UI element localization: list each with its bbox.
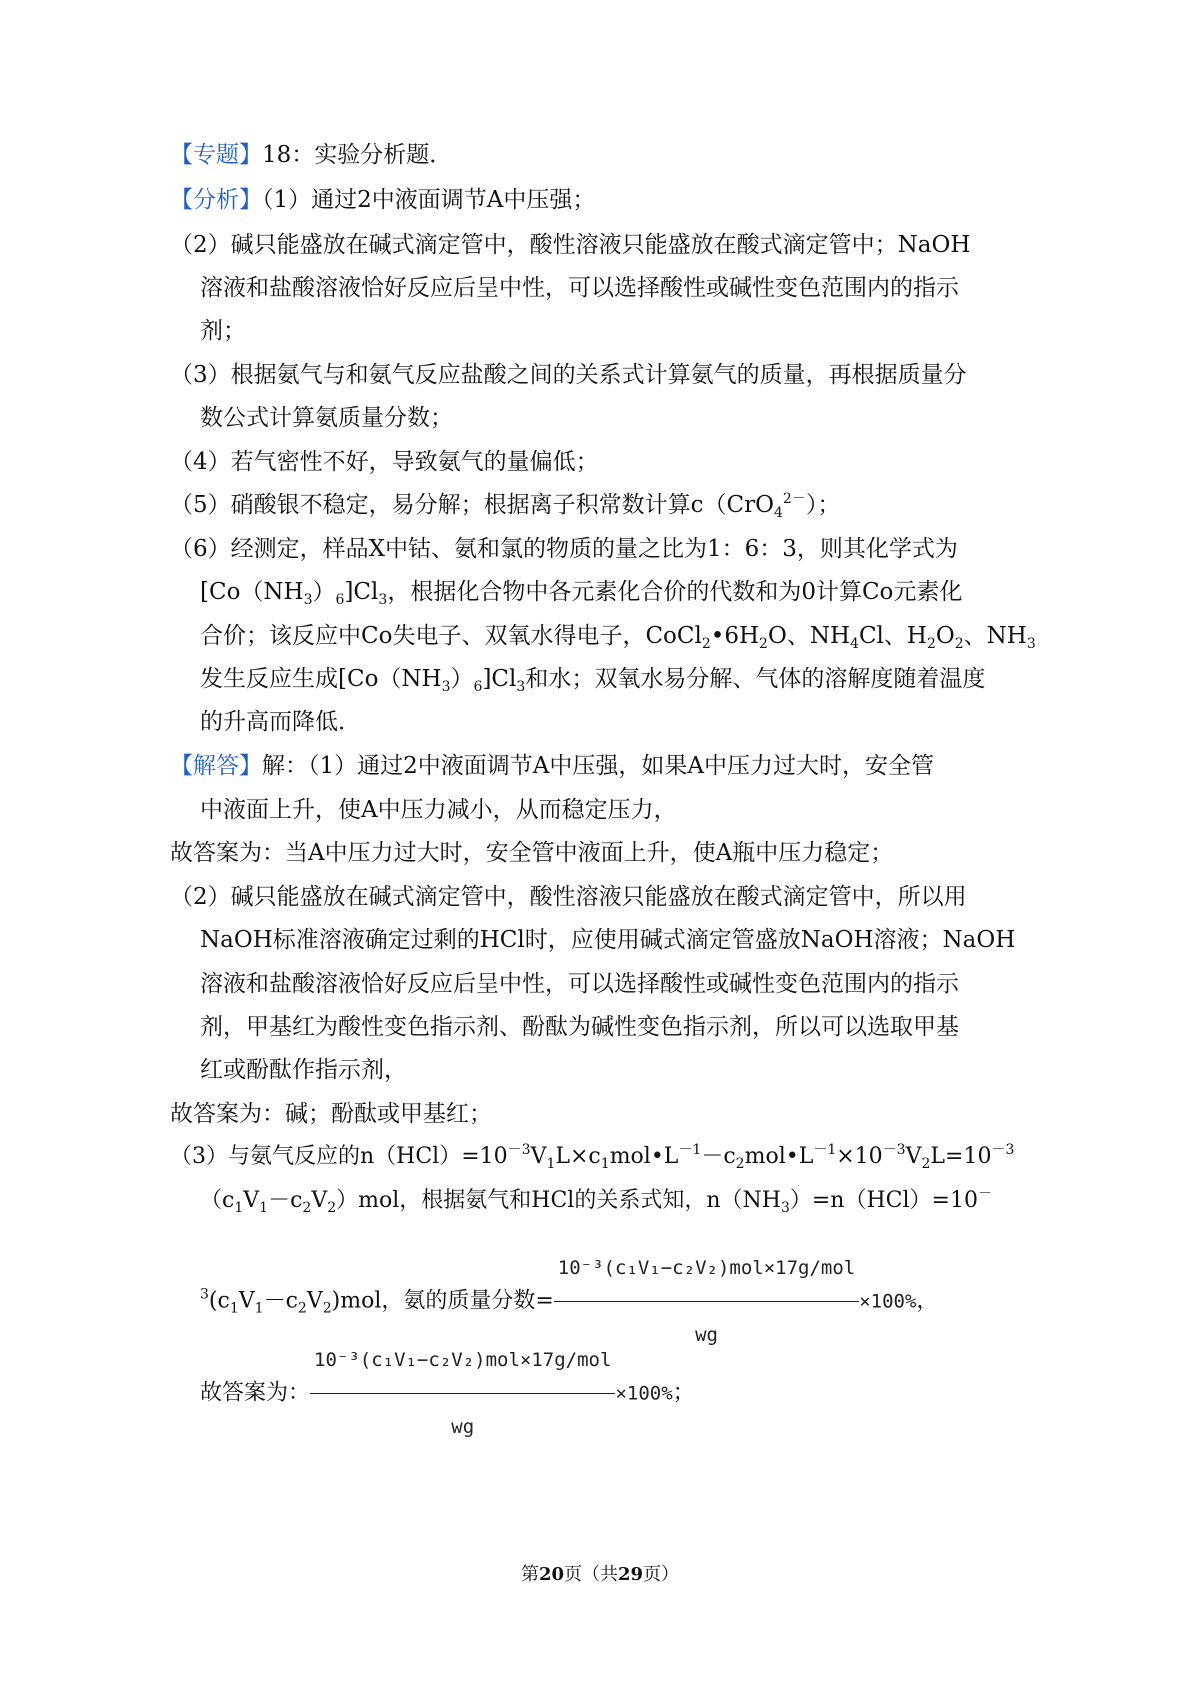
superscript: －	[977, 1186, 992, 1202]
text: 故答案为：碱；酚酞或甲基红；	[170, 1101, 492, 1127]
total-pages: 29	[618, 1564, 644, 1585]
superscript: －1	[678, 1142, 702, 1158]
text: 红或酚酞作指示剂，	[200, 1057, 407, 1083]
subscript: 2	[735, 1156, 745, 1172]
analysis-line-1	[170, 185, 595, 215]
subscript: 4	[773, 505, 783, 521]
text: （5）硝酸银不稳定，易分解；根据离子积常数计算c（CrO	[170, 492, 774, 518]
text: mol•L	[609, 1144, 679, 1169]
subscript: 1	[600, 1156, 610, 1172]
text: ）；	[805, 492, 841, 518]
answer-tag: 【解答】	[170, 753, 262, 779]
subscript: 3	[516, 679, 526, 695]
text: 故答案为：当A中压力过大时，安全管中液面上升，使A瓶中压力稳定；	[170, 840, 894, 866]
analysis-text: （1）通过2中液面调节A中压强；	[262, 187, 596, 213]
solution-item-2-line-3	[200, 969, 959, 999]
solution-item-2-line-1	[170, 882, 967, 912]
text: O、NH	[767, 623, 851, 649]
analysis-item-6-line-4	[200, 664, 985, 694]
analysis-item-6-line-3	[200, 621, 1036, 651]
formula-numerator: 10⁻³(c₁V₁−c₂V₂)mol×17g/mol	[554, 1238, 859, 1302]
text: ）=n（HCl）=10	[789, 1188, 978, 1213]
text: )mol，氨的质量分数=	[331, 1288, 554, 1314]
subscript: 3	[1026, 636, 1036, 652]
text: ；	[672, 1380, 695, 1406]
solution-answer-3	[200, 1330, 695, 1457]
text: 和水；双氧水易分解、气体的溶解度随着温度	[525, 666, 986, 692]
text: 中液面上升，使A中压力减小，从而稳定压力，	[200, 797, 677, 823]
analysis-item-3-line-1	[170, 360, 967, 390]
analysis-item-6-line-2	[200, 577, 962, 607]
text: mol•L	[744, 1144, 814, 1169]
text: ，	[916, 1288, 939, 1314]
text: 合价；该反应中Co失电子、双氧水得电子，CoCl	[200, 623, 702, 649]
text: 剂，甲基红为酸性变色指示剂、酚酞为碱性变色指示剂，所以可以选取甲基	[200, 1014, 959, 1040]
analysis-item-3-line-2	[200, 403, 453, 433]
text: ）mol，根据氨气和HCl的关系式知，n（NH	[336, 1188, 781, 1213]
subscript: 1	[546, 1156, 556, 1172]
subscript: 2	[327, 1200, 337, 1216]
superscript: －1	[813, 1142, 837, 1158]
subscript: 6	[473, 679, 483, 695]
text: V	[311, 1188, 328, 1213]
subscript: 2	[297, 1300, 307, 1317]
solution-item-2-line-5	[200, 1055, 407, 1085]
text: ]Cl	[344, 579, 379, 605]
text: （4）若气密性不好，导致氨气的量偏低；	[170, 449, 599, 475]
text: 溶液和盐酸溶液恰好反应后呈中性，可以选择酸性或碱性变色范围内的指示	[200, 971, 959, 997]
subscript: 1	[259, 1200, 269, 1216]
text: ，根据化合物中各元素化合价的代数和为0计算Co元素化	[387, 579, 963, 605]
text: •6H	[710, 623, 760, 649]
text: （2）碱只能盛放在碱式滴定管中，酸性溶液只能盛放在酸式滴定管中；NaOH	[170, 232, 971, 258]
text: NaOH标准溶液确定过剩的HCl时，应使用碱式滴定管盛放NaOH溶液；NaOH	[200, 927, 1016, 953]
subscript: 2	[954, 636, 964, 652]
text: L×c	[555, 1144, 601, 1169]
text: －c	[268, 1188, 303, 1213]
text: ×10	[836, 1144, 883, 1169]
topic-tag: 【专题】	[170, 142, 262, 168]
topic-line	[170, 140, 452, 170]
subscript: 2	[322, 1300, 332, 1317]
superscript: －3	[991, 1142, 1015, 1158]
text: 页（共	[564, 1564, 618, 1585]
text: L=10	[930, 1144, 992, 1169]
formula-percent: ×100%	[615, 1382, 673, 1405]
text: ]Cl	[482, 666, 517, 692]
text: 第	[520, 1564, 539, 1585]
formula-percent: ×100%	[859, 1290, 917, 1313]
subscript: 4	[850, 636, 859, 652]
analysis-item-2-line-3	[200, 316, 246, 346]
solution-line-2	[200, 795, 677, 825]
solution-answer-1	[170, 838, 893, 868]
subscript: 2	[926, 636, 936, 652]
text: V	[306, 1288, 323, 1314]
analysis-item-2-line-1	[170, 230, 970, 260]
topic-text: 18：实验分析题．	[262, 142, 453, 168]
subscript: 2	[302, 1200, 312, 1216]
text: (c	[208, 1288, 230, 1314]
text: V	[905, 1144, 922, 1169]
text: O	[935, 623, 955, 649]
text: ）	[450, 666, 474, 692]
analysis-item-5	[170, 490, 840, 520]
formula-numerator: 10⁻³(c₁V₁−c₂V₂)mol×17g/mol	[310, 1330, 615, 1394]
text: V	[530, 1144, 547, 1169]
page-footer	[0, 1560, 1200, 1586]
text: 页）	[643, 1564, 680, 1585]
analysis-tag: 【分析】	[170, 187, 262, 213]
subscript: 2	[759, 636, 768, 652]
text: 剂；	[200, 318, 246, 344]
text: Cl、H	[858, 623, 927, 649]
analysis-item-2-line-2	[200, 273, 959, 303]
subscript: 3	[441, 679, 451, 695]
subscript: 2	[701, 636, 711, 652]
text: 的升高而降低．	[200, 709, 361, 735]
analysis-item-4	[170, 447, 599, 477]
subscript: 1	[234, 1200, 244, 1216]
text: 、NH	[963, 623, 1027, 649]
text: [Co（NH	[200, 579, 304, 605]
subscript: 3	[378, 592, 388, 608]
text: V	[238, 1288, 255, 1314]
superscript: 3	[200, 1286, 209, 1303]
solution-item-2-line-2	[200, 925, 1015, 955]
text: V	[243, 1188, 260, 1213]
superscript: 2－	[782, 491, 806, 507]
subscript: 2	[921, 1156, 931, 1172]
superscript: －3	[507, 1142, 531, 1158]
text: 溶液和盐酸溶液恰好反应后呈中性，可以选择酸性或碱性变色范围内的指示	[200, 275, 959, 301]
analysis-item-6-line-1	[170, 534, 958, 564]
formula-denominator: wg	[695, 1324, 718, 1346]
text: 解：（1）通过2中液面调节A中压强，如果A中压力过大时，安全管	[262, 753, 934, 779]
text: 故答案为：	[200, 1380, 311, 1406]
solution-answer-2	[170, 1099, 492, 1129]
solution-line-1	[170, 751, 934, 781]
subscript: 1	[254, 1300, 264, 1317]
solution-item-3-line-1	[170, 1142, 1014, 1172]
analysis-item-6-line-5	[200, 707, 361, 737]
text: ）	[312, 579, 336, 605]
formula-denominator: wg	[451, 1416, 475, 1438]
solution-item-3-line-2	[200, 1186, 992, 1216]
text: 发生反应生成[Co（NH	[200, 666, 442, 692]
subscript: 3	[780, 1200, 790, 1216]
text: （2）碱只能盛放在碱式滴定管中，酸性溶液只能盛放在酸式滴定管中，所以用	[170, 884, 967, 910]
text: （3）与氨气反应的n（HCl）=10	[170, 1144, 508, 1169]
text: （3）根据氨气与和氨气反应盐酸之间的关系式计算氨气的质量，再根据质量分	[170, 362, 967, 388]
text: （c	[200, 1188, 235, 1213]
subscript: 3	[303, 592, 313, 608]
text: 数公式计算氨质量分数；	[200, 405, 453, 431]
subscript: 6	[335, 592, 345, 608]
solution-item-2-line-4	[200, 1012, 959, 1042]
answer-formula	[310, 1330, 615, 1457]
text: －c	[263, 1288, 298, 1314]
text: －c	[701, 1144, 736, 1169]
page-number: 20	[538, 1564, 564, 1585]
subscript: 1	[229, 1300, 239, 1317]
superscript: －3	[882, 1142, 906, 1158]
text: （6）经测定，样品X中钴、氨和氯的物质的量之比为1：6：3，则其化学式为	[170, 536, 958, 562]
